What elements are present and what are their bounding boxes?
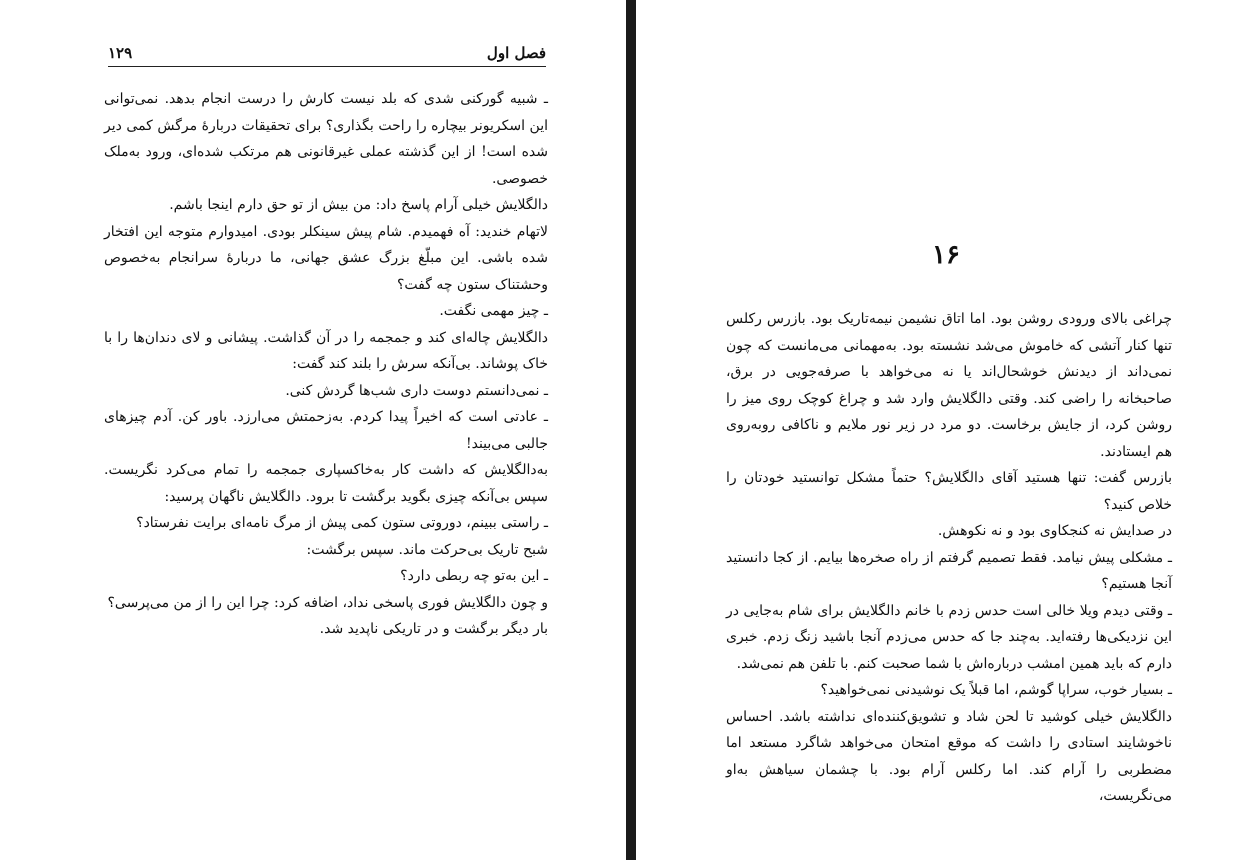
paragraph: ـ مشکلی پیش نیامد. فقط تصمیم گرفتم از راه صخره‌ها بیایم. از کجا دانستید آنجا هستیم؟ [726,549,1172,592]
paragraph: شبح تاریک بی‌حرکت ماند. سپس برگشت: [306,541,548,558]
paragraph: ـ وقتی دیدم ویلا خالی است حدس زدم با خانم دالگلایش برای شام به‌جایی در این نزدیکی‌ها رفته‌اید. به‌چند جا که حدس می‌زدم آنجا باشید زنگ زدم. خبری دارم که باید همین امشب درباره‌اش با شما صحبت کنم. با تلفن هم نمی‌شد. [726,602,1172,672]
left-page-body [104,86,548,643]
paragraph: دالگلایش چاله‌ای کند و جمجمه را در آن گذاشت. پیشانی و لای دندان‌ها را با خاک پوشاند. بی‌آنکه سرش را بلند کند گفت: [104,329,548,372]
paragraph: لاتهام خندید: آه فهمیدم. شام پیش سینکلر بودی. امیدوارم متوجه این افتخار شده باشی. این مبلّغ بزرگ عشق جهانی، ما دربارهٔ سرانجام به‌خصوص وحشتناک ستون چه گفت؟ [104,223,548,293]
paragraph: بار دیگر برگشت و در تاریکی ناپدید شد. [319,621,548,637]
paragraph: ـ راستی ببینم، دوروتی ستون کمی پیش از مرگ نامه‌ای برایت نفرستاد؟ [136,515,548,531]
right-page-body [726,306,1172,810]
running-header [108,44,546,67]
chapter-number: ۱۶ [932,240,960,270]
paragraph: ـ چیز مهمی نگفت. [439,303,548,319]
book-gutter [626,0,636,860]
paragraph: ـ این به‌تو چه ربطی دارد؟ [400,568,548,584]
paragraph: ـ نمی‌دانستم دوست داری شب‌ها گردش کنی. [285,382,548,399]
page-number: ۱۲۹ [108,44,133,62]
left-page [0,0,626,860]
paragraph: ـ عادتی است که اخیراً پیدا کردم. به‌زحمتش می‌ارزد. باور کن. آدم چیزهای جالبی می‌بیند! [104,409,548,452]
paragraph: دالگلایش خیلی کوشید تا لحن شاد و تشویق‌کننده‌ای نداشته باشد. احساس ناخوشایند استادی را داشت که موقع امتحان می‌خواهد شاگرد مستعد اما مضطربی را آرام کند. اما رکلس آرام بود. با چشمان سیاهش به‌او می‌نگریست، [726,708,1172,804]
paragraph: چراغی بالای ورودی روشن بود. اما اتاق نشیمن نیمه‌تاریک بود. بازرس رکلس تنها کنار آتشی که خاموش می‌شد نشسته بود. به‌مهمانی می‌مانست که چون نمی‌داند از دیدنش خوشحال‌اند یا نه می‌خواهد با صرفه‌جویی در برق، صاحبخانه را راضی کند. وقتی دالگلایش وارد شد و چراغ کوچک روی میز را روشن کرد، از جایش برخاست. دو مرد در زیر نور ملایم و ناکافی روبه‌روی هم ایستادند. [726,311,1172,460]
paragraph: ـ بسیار خوب، سراپا گوشم، اما قبلاً یک نوشیدنی نمی‌خواهید؟ [820,682,1172,698]
running-chapter-title: فصل اول [486,44,546,62]
paragraph: به‌دالگلایش که داشت کار به‌خاکسپاری جمجمه را تمام می‌کرد نگریست. سپس بی‌آنکه چیزی بگوید برگشت تا برود. دالگلایش ناگهان پرسید: [104,462,548,505]
right-page [636,0,1253,860]
paragraph: در صدایش نه کنجکاوی بود و نه نکوهش. [937,523,1172,539]
paragraph: دالگلایش خیلی آرام پاسخ داد: من بیش از تو حق دارم اینجا باشم. [169,197,548,213]
paragraph: ـ شبیه گورکنی شدی که بلد نیست کارش را درست انجام بدهد. نمی‌توانی این اسکریونر بیچاره را راحت بگذاری؟ برای تحقیقات دربارهٔ مرگش کمی دیر شده است! از این گذشته عملی غیرقانونی هم مرتکب شده‌ای، ورود به‌ملک خصوصی. [104,91,548,187]
paragraph: و چون دالگلایش فوری پاسخی نداد، اضافه کرد: چرا این را از من می‌پرسی؟ [107,594,548,611]
paragraph: بازرس گفت: تنها هستید آقای دالگلایش؟ حتماً مشکل توانستید خودتان را خلاص کنید؟ [726,470,1172,513]
